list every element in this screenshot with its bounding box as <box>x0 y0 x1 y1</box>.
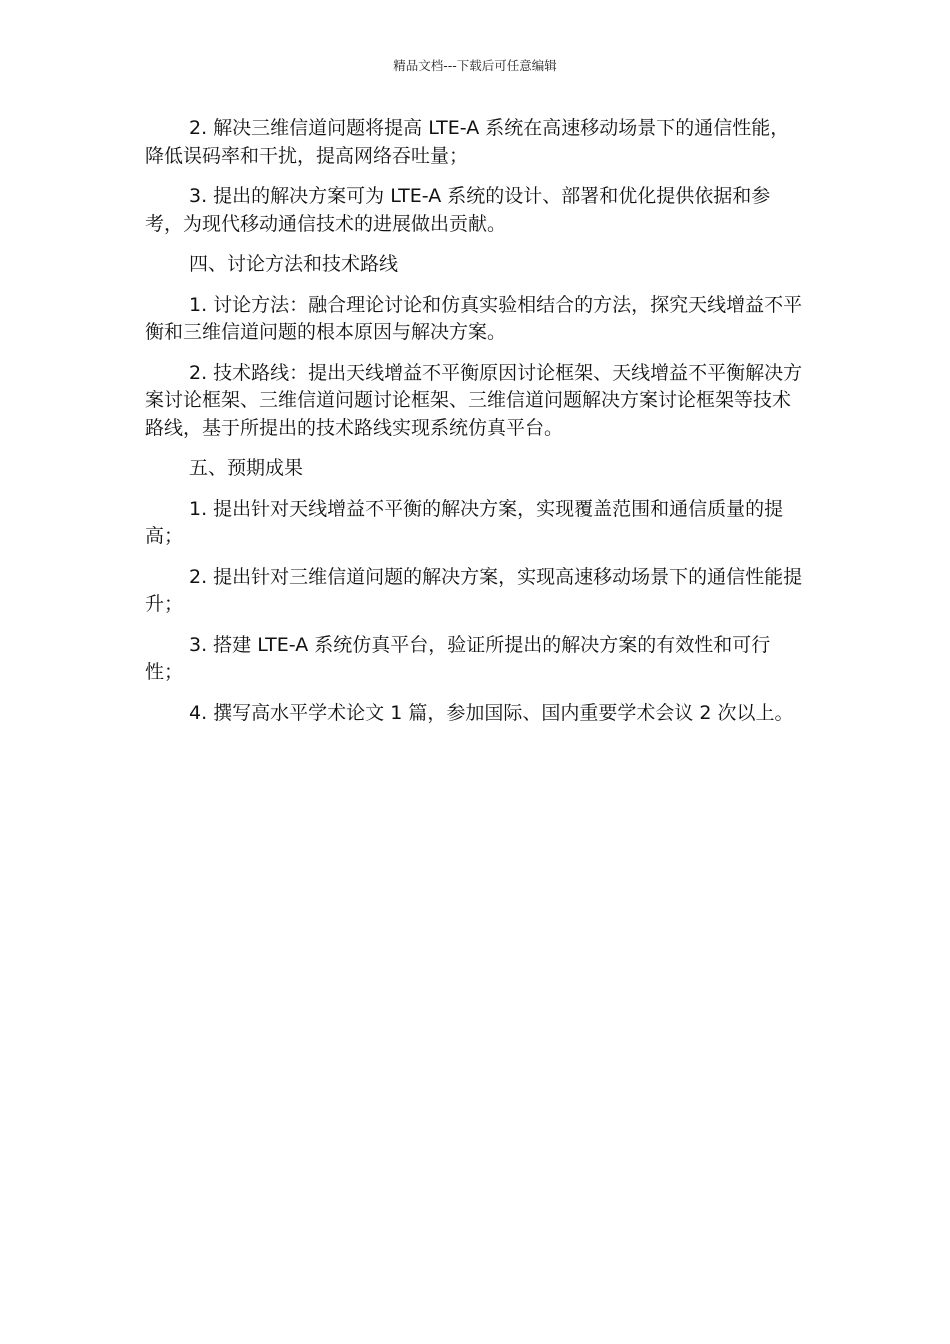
paragraph-result-2: 2. 提出针对三维信道问题的解决方案，实现高速移动场景下的通信性能提升； <box>145 565 803 615</box>
paragraph-outcome-2: 2. 解决三维信道问题将提高 LTE-A 系统在高速移动场景下的通信性能，降低误码率和干扰，提高网络吞吐量； <box>145 117 790 167</box>
paragraph-result-3: 3. 搭建 LTE-A 系统仿真平台，验证所提出的解决方案的有效性和可行性； <box>145 633 771 683</box>
paragraph-result-1: 1. 提出针对天线增益不平衡的解决方案，实现覆盖范围和通信质量的提高； <box>145 497 784 547</box>
paragraph-technical-route: 2. 技术路线：提出天线增益不平衡原因讨论框架、天线增益不平衡解决方案讨论框架、三维信道问题讨论框架、三维信道问题解决方案讨论框架等技术路线，基于所提出的技术路线实现系统仿真平台。 <box>145 361 803 439</box>
paragraph-method: 1. 讨论方法：融合理论讨论和仿真实验相结合的方法，探究天线增益不平衡和三维信道问题的根本原因与解决方案。 <box>145 293 803 343</box>
paragraph-outcome-3: 3. 提出的解决方案可为 LTE-A 系统的设计、部署和优化提供依据和参考，为现代移动通信技术的进展做出贡献。 <box>145 185 771 235</box>
page-header: 精品文档---下载后可任意编辑 <box>393 58 557 73</box>
section-heading-expected-results: 五、预期成果 <box>189 457 304 479</box>
section-heading-methods: 四、讨论方法和技术路线 <box>189 253 399 275</box>
document-body <box>145 115 805 740</box>
paragraph-result-4: 4. 撰写高水平学术论文 1 篇，参加国际、国内重要学术会议 2 次以上。 <box>189 701 794 724</box>
